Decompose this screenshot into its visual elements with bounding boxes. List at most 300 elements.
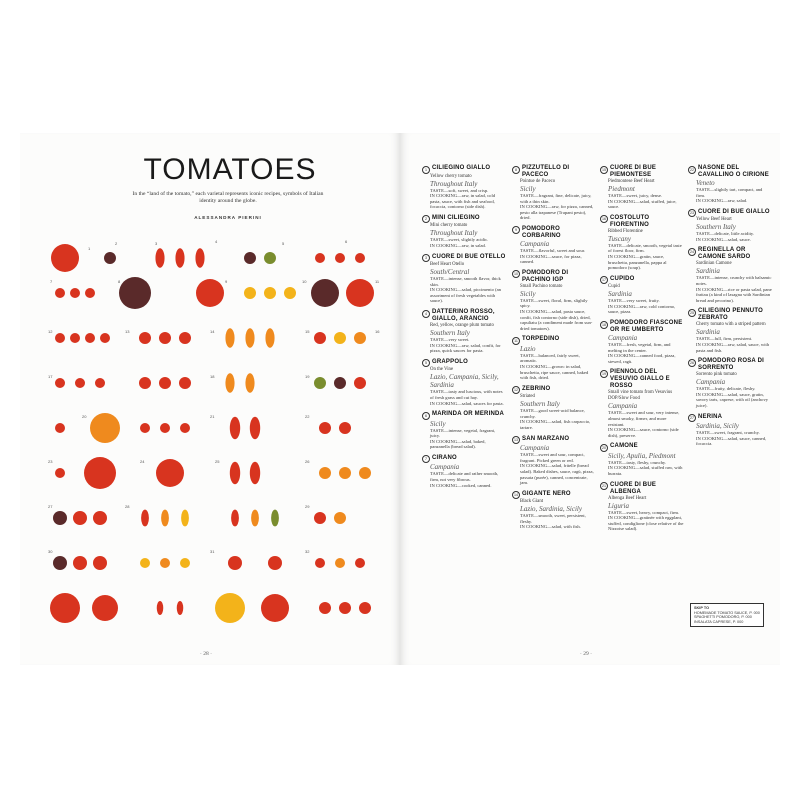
variety-heading bbox=[512, 436, 596, 445]
variety-taste: TASTE—fruity, delicate, fleshy. bbox=[696, 386, 756, 392]
variety-cooking: IN COOKING—salad, baked, panzanella (bread salad). bbox=[430, 438, 486, 450]
variety-heading bbox=[688, 247, 772, 261]
variety-taste: TASTE—delicate and rather smooth, firm, not very fibrous. bbox=[430, 471, 499, 483]
variety-name: MINI CILIEGINO bbox=[432, 214, 480, 221]
see-also-box[interactable] bbox=[690, 603, 764, 627]
tomato-photo bbox=[264, 287, 276, 299]
variety-name: CIRANO bbox=[432, 454, 457, 461]
see-also-heading: SKIP TO bbox=[694, 606, 710, 610]
variety-name: CUORE DI BUE PIEMONTESE bbox=[610, 165, 657, 178]
variety-heading bbox=[600, 443, 684, 452]
photo-number-label: 7 bbox=[50, 279, 53, 284]
variety-number: 20 bbox=[602, 445, 606, 450]
tomato-photo bbox=[230, 417, 240, 439]
variety-region: Lazio, Sardinia, Sicily bbox=[520, 505, 582, 514]
variety-heading bbox=[688, 209, 772, 218]
page-number-left: · 28 · bbox=[200, 651, 212, 657]
variety-cooking: IN COOKING—salad, sauce. bbox=[696, 236, 751, 242]
see-also-link[interactable]: SPAGHETTI POMODORO, P. 000 bbox=[694, 615, 752, 620]
tomato-photo bbox=[119, 277, 151, 309]
tomato-photo bbox=[315, 253, 325, 263]
variety-heading bbox=[600, 165, 684, 179]
tomato-photo bbox=[140, 558, 150, 568]
tomato-photo bbox=[334, 512, 346, 524]
photo-number-label: 6 bbox=[345, 239, 348, 244]
variety-cooking: IN COOKING—salad, piccimento (an assortment of fresh vegetables with sauce). bbox=[430, 287, 501, 304]
variety-region: South/Central bbox=[430, 268, 470, 277]
variety-number: 26 bbox=[690, 360, 694, 365]
variety-cooking: IN COOKING—raw, salad, sauce, with pasta and fish. bbox=[696, 342, 770, 353]
variety-taste: TASTE—fragrant, fine, delicate, juicy, with a thin skin. bbox=[520, 193, 592, 204]
variety-heading bbox=[512, 491, 596, 500]
variety-cooking: IN COOKING—raw, salad, confit, for pizza, quick sauces for pasta. bbox=[430, 342, 501, 354]
tomato-photo bbox=[334, 377, 346, 389]
variety-taste: TASTE—smooth, sweet, persistent, fleshy. bbox=[520, 513, 586, 524]
variety-entry bbox=[512, 436, 596, 486]
variety-name: NASONE DEL CAVALLINO O CIRIONE bbox=[698, 165, 769, 178]
tomato-photo bbox=[92, 595, 118, 621]
variety-region: Piedmont bbox=[608, 185, 635, 193]
variety-name: ZEBRINO bbox=[522, 385, 551, 392]
tomato-photo bbox=[85, 333, 95, 343]
variety-heading bbox=[600, 215, 684, 229]
variety-entry bbox=[512, 336, 596, 380]
variety-number: 6 bbox=[422, 412, 430, 420]
photo-number-label: 11 bbox=[375, 279, 380, 284]
variety-number: 21 bbox=[602, 484, 606, 489]
tomato-photo bbox=[225, 328, 234, 348]
photo-number-label: 2 bbox=[115, 241, 118, 246]
variety-cooking: IN COOKING—salad, fritelle (bread salad). Baked dishes, sauce, ragù, pizza, passata (purée), canned, concentrate, jam. bbox=[520, 463, 594, 486]
photo-number-label: 21 bbox=[210, 414, 215, 419]
variety-subtitle: Albenga Beef Heart bbox=[608, 495, 647, 501]
tomato-photo bbox=[155, 248, 164, 268]
tomato-photo bbox=[53, 511, 67, 525]
variety-taste: TASTE—delicate, little acidity. bbox=[696, 231, 755, 237]
tomato-photo bbox=[156, 459, 184, 487]
variety-taste: TASTE—very sweet. bbox=[430, 337, 470, 343]
variety-entry bbox=[512, 386, 596, 431]
variety-column bbox=[688, 165, 772, 452]
photo-number-label: 29 bbox=[305, 504, 310, 509]
variety-entry bbox=[600, 443, 684, 476]
variety-heading bbox=[422, 165, 506, 174]
variety-heading bbox=[422, 411, 506, 420]
variety-cooking: IN COOKING—canned food, pizza, stewed, ragù. bbox=[608, 353, 676, 364]
variety-subtitle: Cherry tomato with a striped pattern bbox=[696, 322, 766, 328]
variety-region: Campania bbox=[696, 378, 726, 387]
variety-name: POMODORO CORBARINO bbox=[522, 225, 561, 239]
tomato-photo bbox=[314, 512, 326, 524]
variety-name: SAN MARZANO bbox=[522, 435, 570, 442]
tomato-photo bbox=[271, 510, 279, 527]
tomato-photo bbox=[93, 511, 107, 525]
tomato-photo bbox=[339, 602, 351, 614]
tomato-photo bbox=[231, 510, 239, 527]
variety-cooking: IN COOKING—raw, in salad. bbox=[430, 242, 486, 248]
variety-region: Sardinia, Sicily bbox=[696, 422, 739, 431]
variety-entry bbox=[422, 215, 506, 249]
variety-name: PIZZUTELLO DI PACECO bbox=[522, 165, 570, 178]
tomato-photo bbox=[51, 244, 79, 272]
tomato-photo bbox=[93, 556, 107, 570]
tomato-photo bbox=[157, 601, 164, 615]
variety-taste: TASTE—tasty and luscious, with notes of fresh grass and cut hay. bbox=[430, 389, 503, 400]
photo-number-label: 14 bbox=[210, 329, 215, 334]
tomato-photo bbox=[355, 558, 365, 568]
photo-number-label: 27 bbox=[48, 504, 53, 509]
tomato-photo bbox=[180, 558, 190, 568]
tomato-photo bbox=[73, 511, 87, 525]
variety-cooking: IN COOKING—salad, stuffed raw, with burrata. bbox=[608, 465, 683, 477]
tomato-photo bbox=[250, 462, 260, 484]
tomato-photo bbox=[177, 601, 184, 615]
variety-entry bbox=[688, 414, 772, 447]
author-name: ALESSANDRA PIERINI bbox=[194, 215, 262, 220]
photo-number-label: 15 bbox=[305, 329, 310, 334]
variety-number: 17 bbox=[602, 278, 606, 283]
tomato-photo bbox=[335, 253, 345, 263]
variety-heading bbox=[422, 359, 506, 368]
tomato-photo bbox=[225, 373, 234, 393]
tomato-photo bbox=[139, 332, 151, 344]
tomato-photo-grid bbox=[20, 133, 400, 665]
tomato-photo bbox=[55, 288, 65, 298]
variety-name: REGINELLA OR CAMONE SARDO bbox=[698, 247, 751, 261]
variety-subtitle: Mini cherry tomato bbox=[430, 223, 468, 229]
variety-taste: TASTE—sweet, juicy, dense. bbox=[608, 193, 663, 198]
tomato-photo bbox=[181, 510, 189, 527]
variety-number: 9 bbox=[512, 226, 520, 234]
variety-cooking: IN COOKING—salad, stuffed, juice, sauce. bbox=[608, 198, 677, 210]
tomato-photo bbox=[195, 248, 204, 268]
tomato-photo bbox=[339, 467, 351, 479]
tomato-photo bbox=[245, 328, 254, 348]
variety-region: Sardinia bbox=[696, 267, 720, 276]
variety-subtitle: Ribbed Florentine bbox=[608, 228, 643, 234]
variety-number: 22 bbox=[690, 167, 694, 172]
variety-taste: TASTE—intense, crunchy with balsamic notes. bbox=[696, 275, 772, 287]
variety-heading bbox=[688, 414, 772, 423]
variety-name: POMODORO ROSA DI SORRENTO bbox=[698, 358, 764, 372]
left-page bbox=[20, 133, 400, 665]
tomato-photo bbox=[354, 332, 366, 344]
see-also-link[interactable]: INSALATA CAPRESE, P. 000 bbox=[694, 619, 744, 624]
tomato-photo bbox=[85, 288, 95, 298]
variety-subtitle: Sardinian Camone bbox=[696, 261, 732, 267]
photo-number-label: 5 bbox=[282, 241, 285, 246]
variety-cooking: IN COOKING—salad, sauces for pasta. bbox=[430, 400, 504, 406]
tomato-photo bbox=[104, 252, 116, 264]
photo-number-label: 22 bbox=[305, 414, 310, 419]
variety-heading bbox=[422, 254, 506, 263]
variety-cooking: IN COOKING—grown: in salad, bruschetta, ripe sauce, canned, baked with fish, dried. bbox=[520, 364, 589, 381]
variety-cooking: IN COOKING—gratinée with eggplant, stuffed, condiglione (close relative of the Nizzoise salad). bbox=[608, 515, 684, 532]
tomato-photo bbox=[315, 558, 325, 568]
variety-number: 12 bbox=[514, 388, 518, 393]
tomato-photo bbox=[319, 602, 331, 614]
photo-number-label: 13 bbox=[125, 329, 130, 334]
variety-entry bbox=[600, 482, 684, 532]
tomato-photo bbox=[50, 593, 80, 623]
see-also-link[interactable]: HOMEMADE TOMATO SAUCE, P. 000 bbox=[694, 610, 760, 615]
variety-name: NERINA bbox=[698, 413, 723, 420]
variety-region: Sicily, Apulia, Piedmont bbox=[608, 451, 676, 460]
variety-heading bbox=[688, 358, 772, 372]
tomato-photo bbox=[355, 253, 365, 263]
tomato-photo bbox=[179, 377, 191, 389]
variety-region: Campania bbox=[520, 444, 550, 453]
tomato-photo bbox=[319, 467, 331, 479]
variety-entry bbox=[512, 226, 596, 265]
variety-taste: TASTE—fresh, vegetal, firm, and melting in the center. bbox=[608, 342, 671, 353]
variety-number: 19 bbox=[602, 371, 606, 376]
variety-entry bbox=[600, 165, 684, 210]
variety-region: Tuscany bbox=[608, 234, 631, 243]
photo-number-label: 16 bbox=[375, 329, 380, 334]
variety-region: Sardinia bbox=[696, 328, 720, 337]
variety-cooking: IN COOKING—raw, for pizza, canned, pesto alla trapanese (Trapani pesto), dried. bbox=[520, 204, 594, 221]
variety-region: Sicily bbox=[430, 419, 446, 428]
variety-taste: TASTE—tasty, fleshy, crunchy. bbox=[608, 459, 667, 465]
variety-heading bbox=[512, 386, 596, 395]
variety-taste: TASTE—balanced, fairly sweet, aromatic. bbox=[520, 352, 580, 364]
variety-entry bbox=[688, 209, 772, 243]
variety-column bbox=[512, 165, 596, 535]
variety-name: CAMONE bbox=[610, 443, 638, 450]
variety-name: CUORE DI BUE ALBENGA bbox=[610, 481, 657, 495]
page-title: TOMATOES bbox=[143, 153, 317, 186]
tomato-photo bbox=[70, 333, 80, 343]
variety-number: 25 bbox=[690, 310, 694, 315]
variety-subtitle: Red, yellow, orange plum tomato bbox=[430, 323, 494, 329]
tomato-photo bbox=[359, 467, 371, 479]
photo-number-label: 1 bbox=[88, 246, 91, 251]
variety-region: Sardinia bbox=[608, 290, 632, 299]
variety-region: Campania bbox=[430, 463, 460, 472]
tomato-photo bbox=[265, 328, 274, 348]
variety-name: POMODORO DI PACHINO IGP bbox=[522, 269, 569, 283]
photo-number-label: 8 bbox=[118, 279, 121, 284]
variety-subtitle: Black Giant bbox=[520, 499, 544, 505]
tomato-photo bbox=[161, 510, 169, 527]
photo-number-label: 3 bbox=[155, 241, 158, 246]
variety-name: CILIEGINO GIALLO bbox=[432, 165, 491, 171]
variety-number: 4 bbox=[422, 310, 430, 318]
variety-cooking: IN COOKING—salad, fish carpaccio, tartare. bbox=[520, 419, 591, 431]
variety-cooking: IN COOKING—sauce, contorno (side dish), preserve. bbox=[608, 427, 679, 438]
variety-number: 10 bbox=[514, 272, 518, 277]
tomato-photo bbox=[264, 252, 276, 264]
variety-entry bbox=[422, 411, 506, 450]
tomato-photo bbox=[175, 248, 184, 268]
variety-cooking: IN COOKING—salad, with fish. bbox=[520, 524, 581, 530]
tomato-photo bbox=[196, 279, 224, 307]
tomato-photo bbox=[314, 332, 326, 344]
variety-heading bbox=[512, 270, 596, 284]
variety-entry bbox=[422, 309, 506, 354]
variety-heading bbox=[600, 320, 684, 334]
variety-name: MARINDA OR MERINDA bbox=[432, 411, 505, 418]
variety-entry bbox=[688, 165, 772, 204]
tomato-photo bbox=[228, 556, 242, 570]
variety-region: Veneto bbox=[696, 179, 715, 187]
tomato-photo bbox=[55, 468, 65, 478]
variety-column bbox=[600, 165, 684, 537]
book-spread bbox=[20, 133, 780, 665]
variety-subtitle: Yellow cherry tomato bbox=[430, 173, 472, 179]
variety-heading bbox=[512, 336, 596, 345]
photo-number-label: 20 bbox=[82, 414, 87, 419]
photo-number-label: 19 bbox=[305, 374, 310, 379]
variety-subtitle: Small vine tomato from Vesuvius DOP/Slow Food bbox=[608, 390, 673, 402]
variety-number: 13 bbox=[514, 438, 518, 443]
variety-cooking: IN COOKING—cooked, canned. bbox=[430, 482, 492, 488]
variety-name: GRAPPOLO bbox=[432, 358, 468, 365]
variety-subtitle: Small Pachino tomato bbox=[520, 283, 563, 289]
variety-column bbox=[422, 165, 506, 493]
variety-heading bbox=[512, 165, 596, 179]
variety-entry bbox=[688, 308, 772, 353]
variety-entry bbox=[512, 165, 596, 221]
tomato-photo bbox=[160, 423, 170, 433]
variety-name: CUORE DI BUE OTELLO bbox=[432, 253, 506, 260]
tomato-photo bbox=[95, 378, 105, 388]
variety-subtitle: Yellow Beef Heart bbox=[696, 217, 732, 223]
variety-subtitle: Cupid bbox=[608, 284, 620, 290]
variety-entry bbox=[422, 165, 506, 210]
tomato-photo bbox=[139, 377, 151, 389]
photo-number-label: 31 bbox=[210, 549, 215, 554]
tomato-photo bbox=[230, 462, 240, 484]
tomato-photo bbox=[141, 510, 149, 527]
variety-subtitle: On the Vine bbox=[430, 367, 454, 373]
variety-taste: TASTE—delicate, smooth, vegetal taste of forest floor, firm. bbox=[608, 242, 682, 254]
tomato-photo bbox=[284, 287, 296, 299]
variety-number: 2 bbox=[422, 215, 430, 223]
variety-taste: TASTE—very sweet, fruity. bbox=[608, 298, 660, 304]
variety-region: Campania bbox=[520, 239, 550, 248]
variety-taste: TASTE—slightly tart, compact, and firm. bbox=[696, 187, 763, 198]
variety-region: Throughout Italy bbox=[430, 179, 478, 188]
variety-taste: TASTE—sweet, fragrant, crunchy. bbox=[696, 430, 760, 436]
variety-subtitle: Pointue de Paceco bbox=[520, 179, 556, 184]
tomato-photo bbox=[179, 332, 191, 344]
variety-entry bbox=[512, 270, 596, 332]
variety-number: 11 bbox=[512, 337, 520, 345]
photo-number-label: 24 bbox=[140, 459, 145, 464]
variety-number: 5 bbox=[422, 359, 430, 367]
tomato-photo bbox=[90, 413, 120, 443]
tomato-photo bbox=[261, 594, 289, 622]
variety-name: DATTERINO ROSSO, GIALLO, ARANCIO bbox=[432, 309, 495, 323]
variety-name: GIGANTE NERO bbox=[522, 490, 571, 497]
variety-number: 3 bbox=[422, 254, 430, 262]
tomato-photo bbox=[180, 423, 190, 433]
tomato-photo bbox=[319, 422, 331, 434]
page-number-right: · 29 · bbox=[580, 651, 592, 657]
variety-entry bbox=[688, 247, 772, 303]
variety-number: 16 bbox=[602, 217, 606, 222]
photo-number-label: 30 bbox=[48, 549, 53, 554]
variety-entry bbox=[600, 215, 684, 271]
tomato-photo bbox=[359, 602, 371, 614]
variety-cooking: IN COOKING—rice or pasta salad, pane frattau (a kind of lasagna with Sardinian bread and pecorino). bbox=[696, 286, 772, 303]
variety-region: Southern Italy bbox=[696, 223, 736, 232]
variety-heading bbox=[600, 276, 684, 285]
variety-taste: TASTE—intense, smooth flavor, thick skin. bbox=[430, 276, 501, 287]
tomato-photo bbox=[335, 558, 345, 568]
variety-entry bbox=[600, 276, 684, 315]
tomato-photo bbox=[75, 378, 85, 388]
variety-heading bbox=[688, 165, 772, 179]
tomato-photo bbox=[354, 377, 366, 389]
photo-number-label: 25 bbox=[215, 459, 220, 464]
variety-number: 18 bbox=[602, 322, 606, 327]
tomato-photo bbox=[55, 333, 65, 343]
variety-number: 7 bbox=[422, 455, 430, 463]
variety-taste: TASTE—sweet and sour, very intense, almost smoky, firmer, and more resistant. bbox=[608, 410, 680, 427]
tomato-photo bbox=[84, 457, 116, 489]
variety-taste: TASTE—flavorful, sweet and sour. bbox=[520, 247, 586, 253]
variety-number: 14 bbox=[514, 493, 518, 498]
tomato-photo bbox=[244, 252, 256, 264]
variety-region: Lazio bbox=[520, 344, 536, 353]
tomato-photo bbox=[53, 556, 67, 570]
variety-region: Sicily bbox=[520, 185, 536, 193]
variety-region: Liguria bbox=[608, 501, 630, 510]
variety-subtitle: Striated bbox=[520, 394, 535, 400]
tomato-photo bbox=[70, 288, 80, 298]
photo-number-label: 32 bbox=[305, 549, 310, 554]
right-page bbox=[400, 133, 780, 665]
variety-region: Lazio, Campania, Sicily, Sardinia bbox=[430, 373, 499, 390]
tomato-photo bbox=[55, 378, 65, 388]
variety-number: 24 bbox=[690, 249, 694, 254]
tomato-photo bbox=[346, 279, 374, 307]
variety-number: 27 bbox=[690, 416, 694, 421]
variety-region: Southern Italy bbox=[520, 400, 560, 409]
variety-name: COSTOLUTO FIORENTINO bbox=[610, 214, 650, 228]
variety-name: CUPIDO bbox=[610, 275, 635, 282]
tomato-photo bbox=[251, 510, 259, 527]
variety-subtitle: Sorrento pink tomato bbox=[696, 372, 737, 378]
tomato-photo bbox=[339, 422, 351, 434]
variety-taste: TASTE—full, firm, persistent. bbox=[696, 336, 753, 342]
variety-number: 15 bbox=[602, 167, 606, 172]
photo-number-label: 23 bbox=[48, 459, 53, 464]
variety-entry bbox=[422, 359, 506, 406]
variety-cooking: IN COOKING—gratin, sauce, bruschetta, panzanella, pappa al pomodoro (soup). bbox=[608, 253, 667, 271]
photo-number-label: 9 bbox=[225, 279, 228, 284]
variety-heading bbox=[600, 482, 684, 496]
tomato-photo bbox=[334, 332, 346, 344]
variety-entry bbox=[600, 320, 684, 364]
photo-number-label: 4 bbox=[215, 239, 218, 244]
variety-taste: TASTE—sweet and sour, compact, fragrant. Picked green or red. bbox=[520, 452, 585, 463]
variety-taste: TASTE—good sweet-acid balance, crunchy. bbox=[520, 408, 585, 419]
variety-taste: TASTE—soft, sweet, and crisp. bbox=[430, 187, 489, 193]
tomato-photo bbox=[100, 333, 110, 343]
variety-cooking: IN COOKING—raw, cold contorno, sauce, pizza. bbox=[608, 303, 676, 315]
tomato-photo bbox=[268, 556, 282, 570]
variety-cooking: IN COOKING—raw, in salad, cold pasta, sauce, with fish and seafood, focaccia, contorno (side dish). bbox=[430, 193, 496, 210]
tomato-photo bbox=[250, 417, 260, 439]
photo-number-label: 12 bbox=[48, 329, 53, 334]
variety-heading bbox=[512, 226, 596, 240]
photo-number-label: 26 bbox=[305, 459, 310, 464]
intro-text: In the “land of the tomato,” each varietal represents iconic recipes, symbols of Italian identity around the globe. bbox=[132, 191, 324, 204]
